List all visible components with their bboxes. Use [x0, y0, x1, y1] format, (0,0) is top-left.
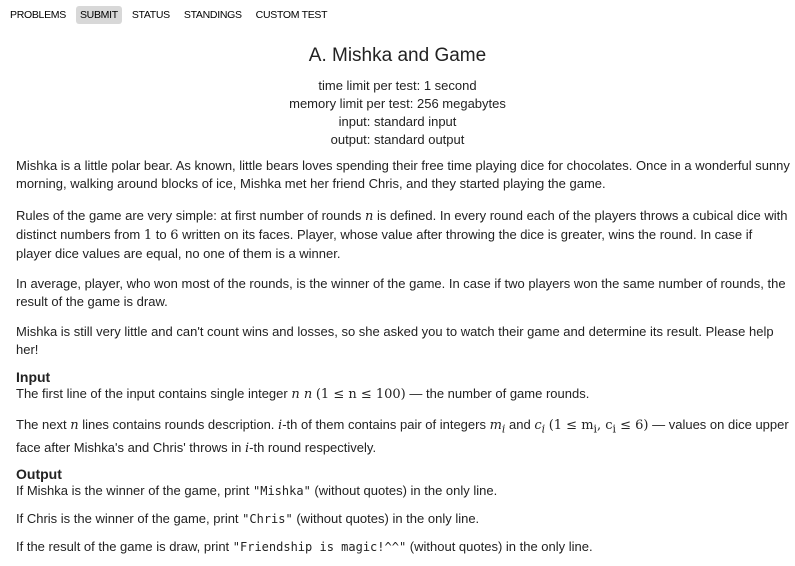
nav-status[interactable]: STATUS [131, 9, 170, 21]
text: If Mishka is the winner of the game, print [16, 482, 253, 498]
text: is defined. In every round each of the players throws a cubical dice with distinct numbers from [16, 208, 788, 242]
text: and [505, 417, 535, 432]
nav-custom-test[interactable]: CUSTOM TEST [255, 9, 328, 21]
subscript: i [593, 422, 597, 436]
math-constraint-mc [548, 418, 649, 436]
math-n-n: n n [291, 387, 313, 402]
output-paragraph-2 [16, 510, 791, 528]
text: (without quotes) in the only line. [292, 510, 480, 526]
text: c [534, 418, 542, 433]
subscript: i [541, 422, 546, 436]
math-n: n [365, 209, 374, 224]
output-spec: output: standard output [330, 132, 465, 147]
top-nav [6, 6, 337, 24]
text: The next [16, 417, 71, 432]
text: lines contains rounds description. [78, 417, 279, 432]
problem-title: A. Mishka and Game [308, 45, 487, 66]
text: — the number of game rounds. [405, 386, 590, 401]
math-i: i [244, 440, 250, 456]
statement-paragraph-3: In average, player, who won most of the rounds, is the winner of the game. In case if two players won the same number of rounds, the result of the game is draw. [16, 276, 786, 309]
text: written on its faces. Player, whose value after throwing the dice is greater, wins the round. In case if player dice values are equal, no one of them is a winner. [16, 227, 753, 261]
statement-paragraph-1: Mishka is a little polar bear. As known, little bears loves spending their free time playing dice for chocolates. Once in a wonderful sunny morning, walking around blocks of ice, Mishka met her friend Chris, and they started playing the game. [16, 158, 790, 191]
memory-limit: memory limit per test: 256 megabytes [289, 96, 506, 111]
math-constraint-n: (1 ≤ n ≤ 100) [315, 387, 406, 402]
output-section-title: Output [16, 465, 62, 482]
output-paragraph-3 [16, 538, 791, 556]
problem-statement [16, 157, 791, 566]
math-m-i [489, 418, 506, 436]
text: If Chris is the winner of the game, print [16, 510, 243, 526]
statement-paragraph-2 [16, 207, 791, 263]
text: ≤ 6) [616, 418, 649, 433]
text: -th of them contains pair of integers [282, 417, 490, 432]
subscript: i [501, 422, 506, 436]
input-spec: input: standard input [338, 114, 457, 129]
input-paragraph-1 [16, 385, 791, 404]
code-friendship: "Friendship is magic!^^" [232, 539, 407, 554]
code-chris: "Chris" [242, 511, 293, 526]
output-paragraph-1 [16, 482, 791, 500]
text: The first line of the input contains single integer [16, 386, 292, 401]
subscript: i [612, 422, 616, 436]
text: to [152, 227, 171, 242]
statement-paragraph-4: Mishka is still very little and can't count wins and losses, so she asked you to watch their game and determine its result. Please help her! [16, 324, 774, 357]
text: m [489, 418, 502, 433]
code-mishka: "Mishka" [253, 483, 311, 498]
text: (1 ≤ m [548, 418, 594, 433]
text: , c [596, 418, 613, 433]
problem-header [0, 44, 795, 149]
time-limit: time limit per test: 1 second [318, 78, 477, 93]
input-paragraph-2 [16, 416, 791, 458]
nav-submit[interactable]: SUBMIT [76, 6, 122, 24]
text: Rules of the game are very simple: at first number of rounds [16, 208, 365, 223]
nav-problems[interactable]: PROBLEMS [10, 9, 66, 21]
text: -th round respectively. [249, 439, 377, 455]
nav-standings[interactable]: STANDINGS [183, 9, 242, 21]
math-c-i [534, 418, 546, 436]
text: — values on dice upper face after Mishka's and Chris' throws in [16, 417, 789, 455]
input-section-title: Input [16, 369, 51, 385]
text: (without quotes) in the only line. [406, 538, 593, 554]
text: (without quotes) in the only line. [310, 482, 498, 498]
text: If the result of the game is draw, print [16, 538, 233, 554]
math-six: 6 [170, 228, 179, 243]
math-n: n [70, 418, 79, 433]
math-i: i [278, 418, 283, 433]
math-one: 1 [143, 228, 153, 243]
